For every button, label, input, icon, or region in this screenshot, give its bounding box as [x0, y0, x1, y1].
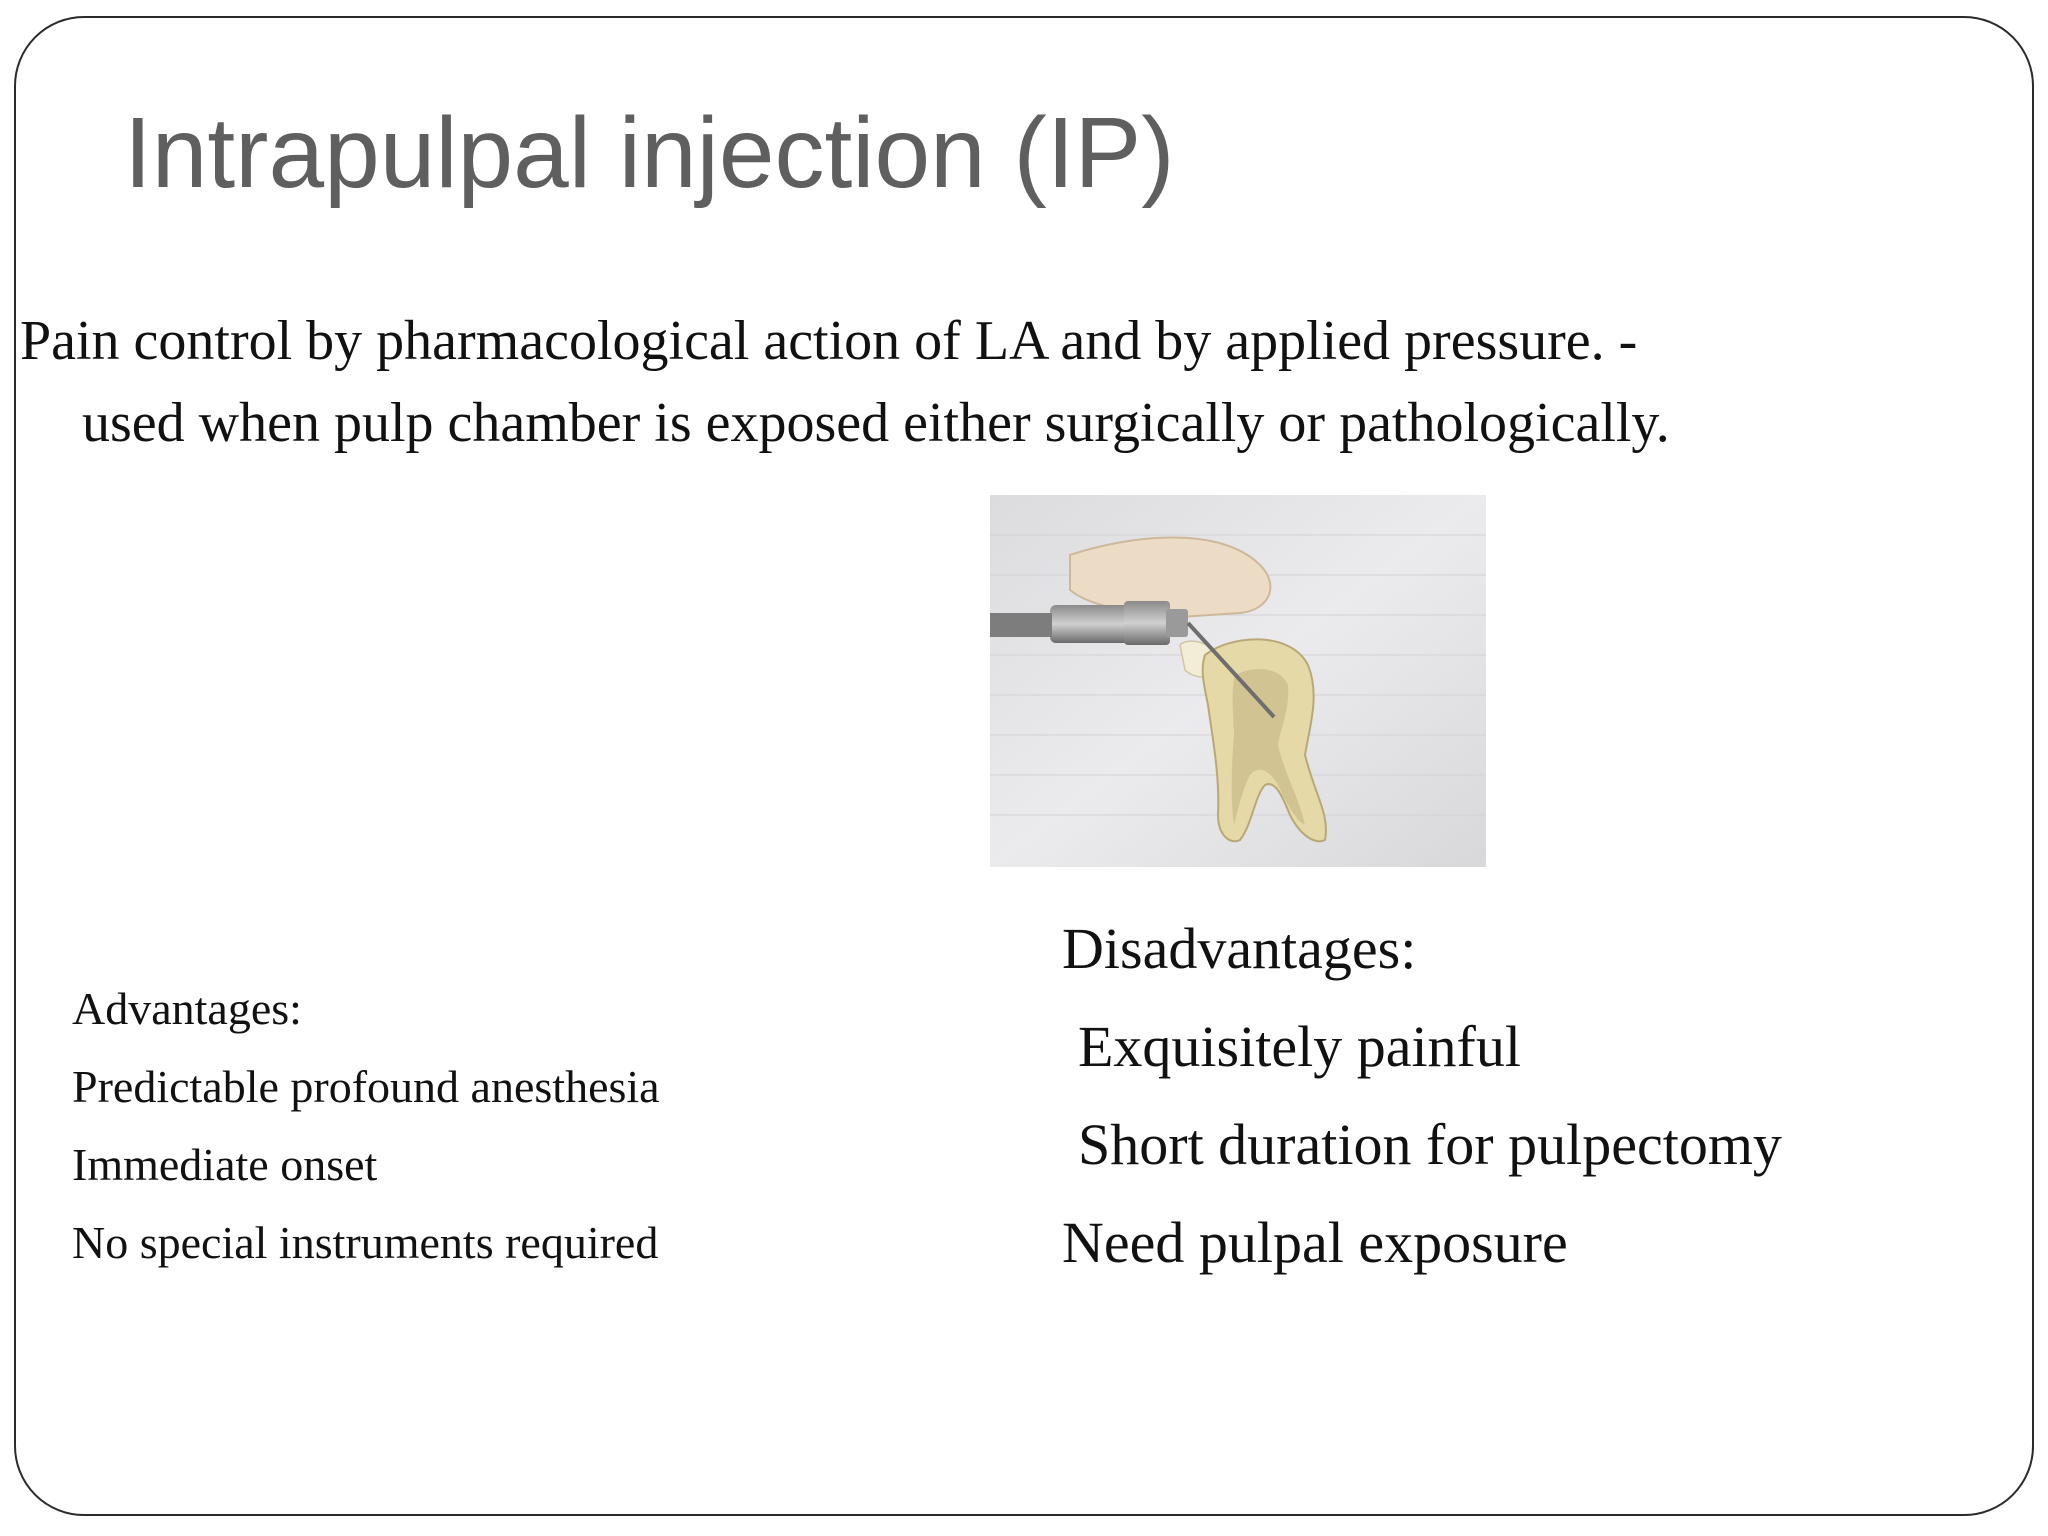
disadvantage-item: Exquisitely painful: [1078, 1014, 1521, 1079]
slide-title: Intrapulpal injection (IP): [124, 97, 1175, 209]
disadvantages-list: [1062, 900, 1782, 1292]
disadvantage-item: Need pulpal exposure: [1062, 1210, 1568, 1275]
advantage-item: Immediate onset: [72, 1139, 378, 1190]
disadvantages-heading: Disadvantages:: [1062, 916, 1417, 981]
advantages-heading: Advantages:: [72, 983, 302, 1034]
intro-line-1: Pain control by pharmacological action of LA and by applied pressure. -: [20, 310, 1638, 372]
disadvantage-item: Short duration for pulpectomy: [1078, 1112, 1782, 1177]
tooth-injection-illustration: [990, 495, 1486, 867]
advantage-item: Predictable profound anesthesia: [72, 1061, 660, 1112]
advantage-item: No special instruments required: [72, 1217, 659, 1268]
tooth-injection-icon: [990, 495, 1486, 867]
intro-line-2: used when pulp chamber is exposed either surgically or pathologically.: [82, 392, 1670, 454]
intro-text: [20, 300, 1880, 464]
advantages-list: [72, 970, 660, 1282]
